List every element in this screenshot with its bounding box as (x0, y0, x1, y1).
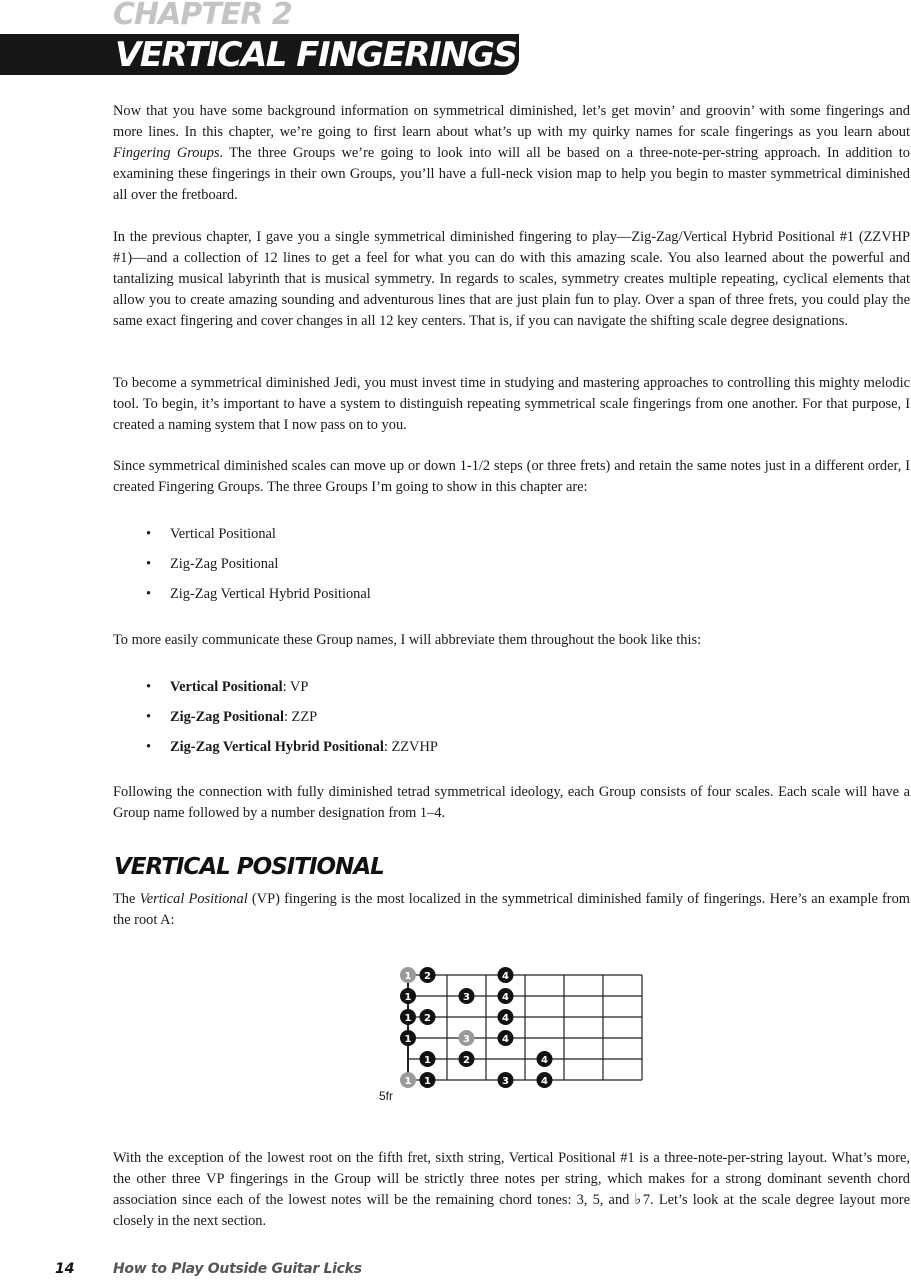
finger-number: 3 (502, 1076, 509, 1087)
finger-number: 1 (404, 1076, 412, 1087)
paragraph-intro: Now that you have some background information on symmetrical diminished, let’s get movin’ and groovin’ with some fingerings and more lines. In this chapter, we’re going to first learn about what’s up with my quirky names for scale fingerings as you learn about Fingering Groups. The three Groups we’re going to look into will all be based on a three-note-per-string approach. In addition to examining these fingerings in their own Groups, you’ll have a full-neck vision map to help you begin to master symmetrical diminished all over the fretboard. (113, 103, 910, 203)
finger-number: 3 (463, 992, 470, 1003)
paragraph-vp-explanation: With the exception of the lowest root on the fifth fret, sixth string, Vertical Positional #1 is a three-note-per-string layout. What’s more, the other three VP fingerings in the Group will be strictly three notes per string, which makes for a strong dominant seventh chord association since each of the lowest notes will be the remaining chord tones: 3, 5, and ♭7. Let’s look at the scale degree layout more closely in the next section. (113, 1150, 910, 1229)
finger-number: 4 (502, 1013, 509, 1024)
list-item: • Zig-Zag Positional (146, 554, 371, 584)
list-item: • Vertical Positional: VP (146, 677, 438, 707)
finger-number: 2 (463, 1055, 470, 1066)
paragraph-abbreviate: To more easily communicate these Group names, I will abbreviate them throughout the book like this: (113, 632, 702, 648)
finger-number: 1 (424, 1055, 431, 1066)
fretboard-diagram (370, 962, 660, 1112)
paragraph-jedi: To become a symmetrical diminished Jedi, you must invest time in studying and mastering approaches to controlling this mighty melodic tool. To begin, it’s important to have a system to distinguish repeating symmetrical scale fingerings from one another. For that purpose, I created a naming system that I now pass on to you. (113, 375, 910, 433)
book-title: How to Play Outside Guitar Licks (113, 1261, 362, 1277)
list-item: • Zig-Zag Vertical Hybrid Positional (146, 584, 371, 614)
abbreviation-list (146, 677, 438, 767)
finger-number: 1 (404, 992, 412, 1003)
finger-number: 1 (404, 971, 412, 982)
page-number: 14 (55, 1261, 75, 1277)
finger-number: 3 (463, 1034, 470, 1045)
paragraph-previous-chapter: In the previous chapter, I gave you a single symmetrical diminished fingering to play—Zig-Zag/Vertical Hybrid Positional #1 (ZZVHP #1)—and a collection of 12 lines to get a feel for what you can do with this amazing scale. You also learned about the powerful and tantalizing musical labyrinth that is musical symmetry. In regards to scales, symmetry creates multiple repeating, cyclical elements that allow you to create amazing sounding and adventurous lines that are just plain fun to play. Over a span of three frets, you could play the same exact fingering and cover changes in all 12 key centers. That is, if you can navigate the shifting scale degree designations. (113, 229, 910, 329)
finger-number: 4 (502, 971, 509, 982)
finger-number: 4 (541, 1076, 548, 1087)
finger-number: 1 (404, 1034, 412, 1045)
finger-number: 1 (404, 1013, 412, 1024)
finger-number: 4 (502, 992, 509, 1003)
finger-number: 4 (541, 1055, 548, 1066)
section-heading: VERTICAL POSITIONAL (114, 854, 384, 880)
list-item: • Zig-Zag Positional: ZZP (146, 707, 438, 737)
paragraph-tetrad: Following the connection with fully diminished tetrad symmetrical ideology, each Group consists of four scales. Each scale will have a Group name followed by a number designation from 1–4. (113, 784, 910, 821)
chapter-label: CHAPTER 2 (113, 0, 292, 32)
list-item: • Zig-Zag Vertical Hybrid Positional: ZZVHP (146, 737, 438, 767)
list-item: • Vertical Positional (146, 524, 371, 554)
finger-number: 1 (424, 1076, 431, 1087)
finger-number: 2 (424, 1013, 431, 1024)
group-list (146, 524, 371, 614)
chapter-title: VERTICAL FINGERINGS (115, 35, 517, 75)
emphasis-vertical-positional: Vertical Positional (139, 891, 248, 907)
paragraph-groups: Since symmetrical diminished scales can move up or down 1-1/2 steps (or three frets) and retain the same notes just in a different order, I created Fingering Groups. The three Groups I’m going to show in this chapter are: (113, 458, 910, 495)
paragraph-vp-intro: The Vertical Positional (VP) fingering is the most localized in the symmetrical diminished family of fingerings. Here’s an example from the root A: (113, 891, 910, 928)
finger-number: 2 (424, 971, 431, 982)
finger-number: 4 (502, 1034, 509, 1045)
fret-position-label: 5fr (379, 1089, 394, 1103)
emphasis-fingering-groups: Fingering Groups (113, 145, 220, 161)
